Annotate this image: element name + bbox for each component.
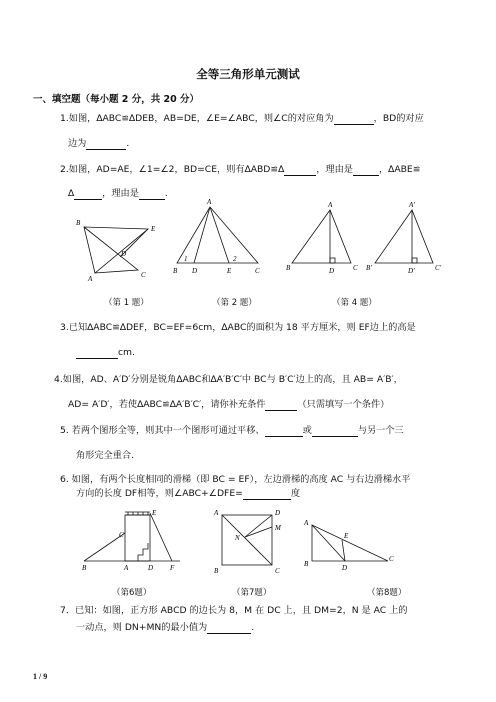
f4a-label-d: D [329,267,335,275]
figure-2-diagram [173,198,260,275]
q4-blank[interactable] [265,400,297,411]
f4b-label-a: A′ [409,201,415,209]
q2-text-b: ，理由是 [316,164,353,175]
q2-text-f: . [164,188,168,199]
q4-text-b: AD= A′D′，若使∆ABC≌∆A′B′C′，请你补充条件 [68,399,266,410]
f7-label-a: A [214,509,219,517]
f1-label-a: A [88,275,93,283]
f1-label-b: B [76,219,81,227]
q2-blank-1[interactable] [284,165,316,176]
figure-8-diagram [303,519,394,572]
q4-text-a: 4.如图，AD、A′D′分别是锐角∆ABC和∆A′B′C′中 BC与 B′C′边上的高，且 AB= A′B′， [54,374,403,385]
f8-label-c: C [389,555,394,563]
caption-fig-2: （第 2 题） [212,298,257,308]
f8-label-d: D [342,564,348,572]
q5-text-b: 或 [302,425,312,436]
question-5-cont [76,449,134,462]
f6-label-f: F [170,564,175,572]
f2-label-b: B [173,267,178,275]
q1-text-c: 边为 [68,138,87,149]
f4b-label-b: B′ [366,264,372,272]
figure-6-diagram [82,509,180,572]
f6-label-a: A [124,564,129,572]
q2-text-e: ，理由是 [102,188,139,199]
f4a-label-c: C [353,264,358,272]
q1-text-a: 1.如图，∆ABC≌∆DEB，AB=DE，∠E=∠ABC，则∠C的对应角为 [60,113,334,124]
f8-label-e: E [344,532,349,540]
f2-label-1: 1 [184,255,188,263]
f7-label-m: M [275,524,281,532]
q6-text-a: 6. 如图，有两个长度相同的滑梯（即 BC = EF），左边滑梯的高度 AC 与右边滑梯水平 [60,474,411,485]
question-6 [60,473,410,486]
caption-fig-7: （第7题） [232,588,272,598]
question-4 [54,373,403,386]
q6-text-b: 方向的长度 DF相等，则∠ABC+∠DFE= [76,488,243,499]
q3-blank[interactable] [76,348,118,359]
f1-label-c: C [141,271,146,279]
question-2 [60,163,420,176]
caption-fig-1: （第 1 题） [104,298,149,308]
q7-text-c: . [251,622,255,633]
f6-label-e: E [152,509,157,517]
f4a-label-b: B [286,264,291,272]
q2-blank-2[interactable] [353,165,379,176]
q3-text-b: cm. [118,347,135,358]
q3-text-a: 3.已知∆ABC≌∆DEF，BC=EF=6cm，∆ABC的面积为 18 平方厘米，则 EF边上的高是 [60,322,416,333]
question-1 [60,112,424,125]
question-4-cont [68,398,389,411]
f8-label-a: A [304,519,309,527]
f7-label-c: C [275,567,280,575]
page-title: 全等三角形单元测试 [196,67,300,81]
question-1-cont [68,137,129,150]
q5-text-a: 5. 若两个图形全等，则其中一个图形可通过平移、 [60,425,265,436]
page-number: 1 / 9 [33,672,48,681]
q1-text-d: . [126,138,130,149]
section-heading: 一、填空题（每小题 2 分，共 20 分） [33,94,200,105]
q5-blank-2[interactable] [312,426,358,437]
q5-blank-1[interactable] [265,426,303,437]
figure-row-2 [0,503,496,583]
f7-label-d: D [275,509,281,517]
figure-4a-diagram [286,201,358,275]
caption-fig-4: （第 4 题） [332,298,377,308]
f2-label-d: D [192,267,198,275]
f6-label-c: C [119,531,124,539]
figure-7-diagram [213,509,282,575]
question-3 [60,321,416,334]
f7-label-n: N [235,534,240,542]
f1-label-d: D [121,250,127,258]
f1-label-e: E [151,225,156,233]
f4a-label-a: A [328,201,333,209]
question-5 [60,424,404,437]
q2-text-d: ∆ [68,188,75,199]
f4b-label-d: D′ [408,267,415,275]
caption-fig-6: （第6题） [112,588,152,598]
f2-label-e: E [227,267,232,275]
question-6-cont [76,487,300,500]
f2-label-a: A [207,198,212,206]
q4-text-c: （只需填写一个条件） [297,399,390,410]
question-7 [60,604,408,617]
q1-blank-2[interactable] [86,139,126,150]
q7-blank[interactable] [207,623,251,634]
q5-text-c: 与另一个三 [357,425,404,436]
q6-blank[interactable] [243,489,291,500]
figure-row-1 [0,195,496,285]
q5-text-d: 角形完全重合. [76,450,135,461]
question-7-cont [76,621,254,634]
f2-label-2: 2 [233,255,237,263]
q6-text-c: 度 [290,488,301,499]
q1-text-b: ，BD的对应 [373,113,424,124]
f4b-label-c: C′ [435,264,442,272]
figure-1-diagram [76,219,156,283]
question-3-cont [76,346,135,359]
q1-blank-1[interactable] [334,114,374,125]
q7-text-a: 7．已知：如图，正方形 ABCD 的边长为 8，M 在 DC 上，且 DM=2，N 是 AC 上的 [60,605,408,616]
q2-text-a: 2.如图，AD=AE，∠1=∠2，BD=CE，则有∆ABD≌∆ [60,164,285,175]
f8-label-b: B [304,560,309,568]
f2-label-c: C [255,267,260,275]
caption-fig-8: （第8题） [367,588,407,598]
f7-label-b: B [214,567,219,575]
figure-4b-diagram [366,201,442,275]
q7-text-b: 一动点，则 DN+MN的最小值为 [76,622,208,633]
f6-label-b: B [82,564,87,572]
f6-label-d: D [148,564,154,572]
q2-text-c: ，∆ABE≌ [378,164,421,175]
